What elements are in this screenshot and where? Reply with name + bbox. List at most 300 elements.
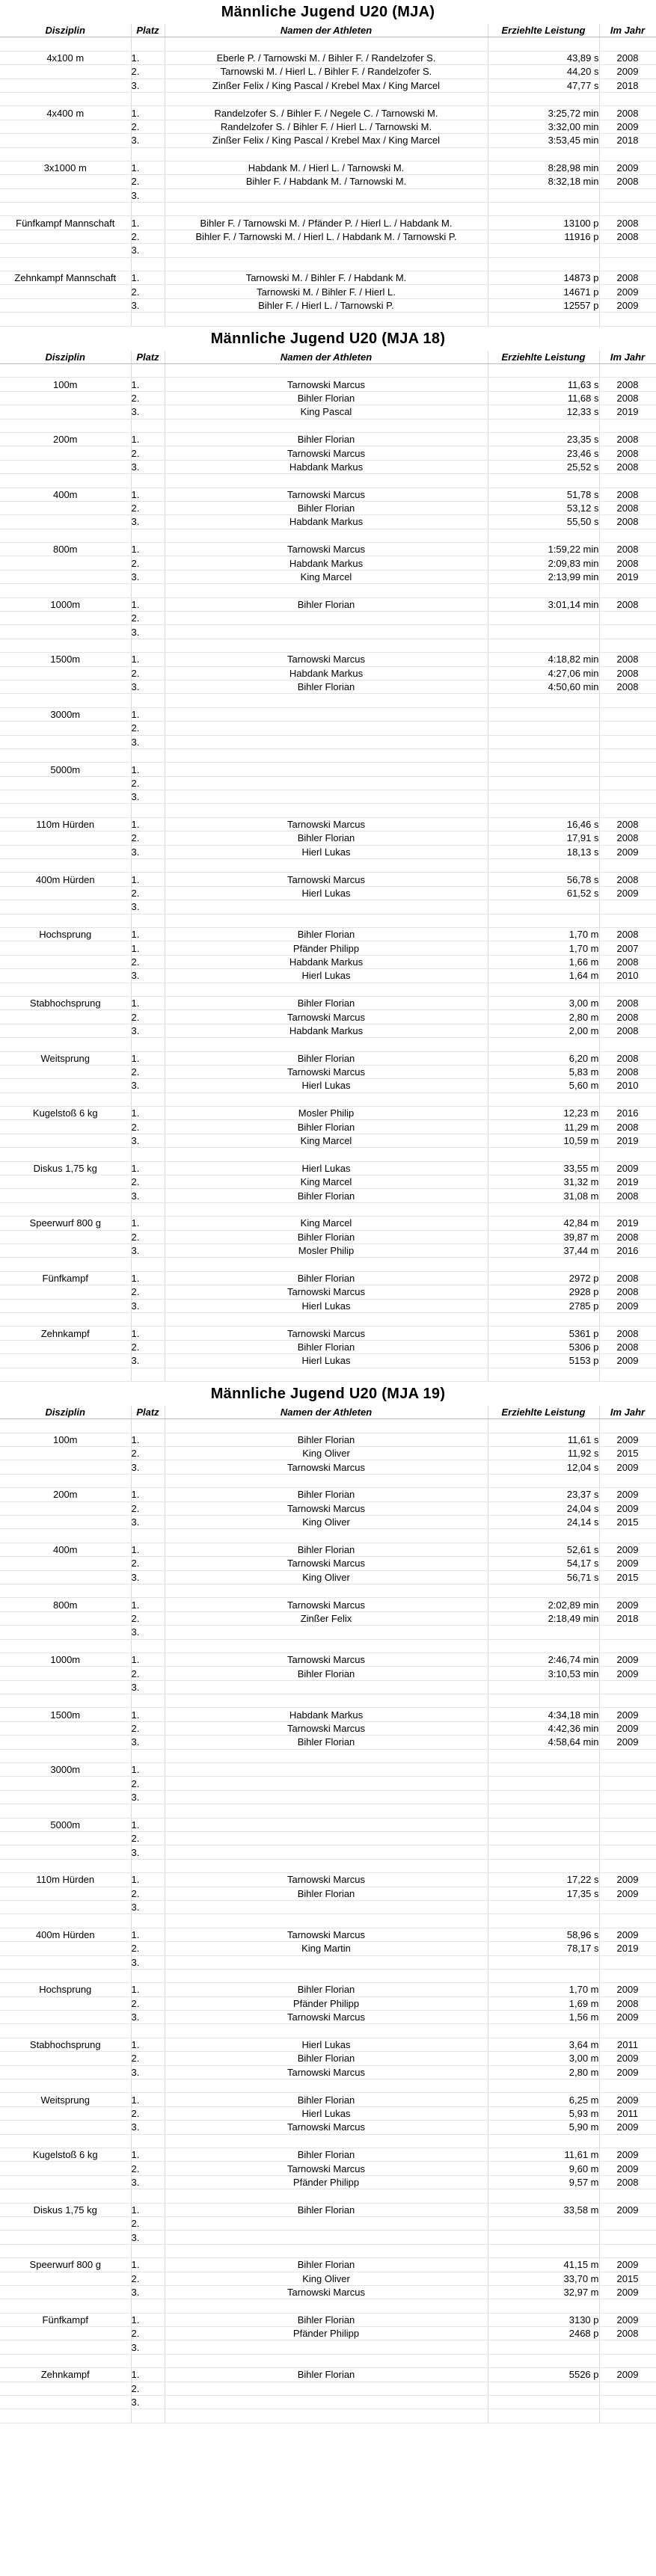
performance-value: 2:09,83 min [488,556,599,570]
empty-cell [599,1749,656,1762]
athlete-names: Bihler Florian [165,1340,488,1353]
empty-cell [488,639,599,652]
performance-value: 3:32,00 min [488,120,599,133]
empty-cell [488,1804,599,1818]
place-cell: 3. [131,969,165,983]
discipline-cell [0,1680,131,1694]
place-cell: 1. [131,1763,165,1777]
result-row [0,1598,656,1611]
empty-cell [488,2189,599,2203]
performance-value: 23,37 s [488,1488,599,1501]
athlete-names [165,2382,488,2395]
year-value [599,1955,656,1969]
performance-value: 9,60 m [488,2162,599,2175]
year-value: 2008 [599,817,656,831]
year-value: 2008 [599,653,656,666]
header-platz: Platz [131,24,165,37]
performance-value: 16,46 s [488,817,599,831]
performance-value: 17,22 s [488,1873,599,1887]
empty-cell [165,983,488,996]
empty-cell [131,2299,165,2313]
athlete-names: Hierl Lukas [165,2038,488,2051]
place-cell: 2. [131,612,165,625]
result-row [0,1488,656,1501]
empty-cell [599,419,656,432]
empty-cell [488,92,599,105]
empty-cell [488,2409,599,2423]
empty-cell [488,1914,599,1928]
empty-cell [488,2299,599,2313]
empty-cell [488,37,599,51]
year-value [599,244,656,257]
spacer-row [0,257,656,271]
discipline-label: 3x1000 m [0,161,131,174]
empty-cell [131,1694,165,1708]
empty-cell [131,1749,165,1762]
athlete-names: Tarnowski Marcus [165,817,488,831]
header-platz: Platz [131,351,165,364]
empty-cell [599,2354,656,2367]
place-cell: 2. [131,1501,165,1515]
performance-value [488,2231,599,2244]
place-cell: 2. [131,2382,165,2395]
athlete-names: Zinßer Felix [165,1611,488,1625]
discipline-label: Speerwurf 800 g [0,2258,131,2272]
result-row [0,1680,656,1694]
empty-cell [165,1914,488,1928]
result-row [0,432,656,446]
empty-cell [599,529,656,542]
empty-cell [0,983,131,996]
result-row [0,1230,656,1244]
place-cell: 2. [131,2052,165,2065]
empty-cell [0,313,131,326]
athlete-names: Bihler Florian [165,1271,488,1285]
spacer-row [0,37,656,51]
empty-cell [488,1639,599,1653]
performance-value [488,2396,599,2409]
year-value: 2008 [599,597,656,611]
empty-cell [131,1969,165,1982]
spacer-row [0,529,656,542]
discipline-cell [0,1790,131,1804]
year-value: 2018 [599,1611,656,1625]
place-cell: 2. [131,2216,165,2230]
athlete-names: Habdank Markus [165,666,488,680]
year-value: 2009 [599,1736,656,1749]
year-value: 2008 [599,501,656,514]
empty-cell [0,914,131,927]
athlete-names: Bihler Florian [165,680,488,693]
empty-cell [599,1859,656,1872]
discipline-cell [0,955,131,968]
discipline-label: 1000m [0,1653,131,1666]
empty-cell [165,1859,488,1872]
place-cell: 1. [131,2038,165,2051]
performance-value: 14873 p [488,271,599,285]
empty-cell [488,1312,599,1326]
year-value: 2009 [599,2313,656,2326]
result-row [0,2203,656,2216]
result-row [0,1079,656,1092]
result-row [0,1708,656,1721]
discipline-cell [0,1340,131,1353]
discipline-cell [0,1120,131,1134]
year-value: 2019 [599,1217,656,1230]
discipline-cell [0,1626,131,1639]
empty-cell [488,2134,599,2148]
empty-cell [131,419,165,432]
athlete-names: Habdank Markus [165,556,488,570]
result-row [0,1667,656,1680]
year-value: 2009 [599,1161,656,1175]
discipline-cell [0,1845,131,1859]
athlete-names: Randelzofer S. / Bihler F. / Hierl L. / Tarnowski M. [165,120,488,133]
discipline-label: Kugelstoß 6 kg [0,2148,131,2161]
result-row [0,216,656,230]
athlete-names: King Marcel [165,1175,488,1189]
performance-value: 2,80 m [488,2065,599,2079]
result-row [0,1175,656,1189]
performance-value: 2:02,89 min [488,1598,599,1611]
place-cell: 3. [131,244,165,257]
empty-cell [0,694,131,707]
athlete-names: King Oliver [165,1570,488,1584]
result-row [0,1501,656,1515]
empty-cell [0,2134,131,2148]
year-value: 2016 [599,1107,656,1120]
place-cell: 1. [131,1107,165,1120]
performance-value: 11,61 s [488,1433,599,1446]
result-row [0,969,656,983]
empty-cell [599,748,656,762]
performance-value: 11916 p [488,230,599,243]
performance-value: 24,14 s [488,1516,599,1529]
year-value: 2008 [599,1010,656,1024]
discipline-cell [0,391,131,405]
year-value: 2008 [599,432,656,446]
result-row [0,1299,656,1312]
athlete-names: Pfänder Philipp [165,1996,488,2010]
performance-value [488,1900,599,1913]
header-leistung: Erziehlte Leistung [488,351,599,364]
place-cell: 3. [131,1516,165,1529]
place-cell: 2. [131,175,165,188]
empty-cell [488,1038,599,1051]
place-cell: 1. [131,1708,165,1721]
empty-cell [599,1148,656,1161]
athlete-names: Hierl Lukas [165,2106,488,2120]
empty-cell [131,474,165,488]
header-jahr: Im Jahr [599,1406,656,1419]
result-row [0,2396,656,2409]
athlete-names [165,776,488,790]
athlete-names: King Marcel [165,1217,488,1230]
year-value: 2019 [599,1134,656,1147]
athlete-names [165,1626,488,1639]
place-cell: 1. [131,2368,165,2382]
empty-cell [165,2244,488,2257]
empty-cell [131,1639,165,1653]
place-cell: 3. [131,2340,165,2354]
performance-value: 13100 p [488,216,599,230]
empty-cell [599,147,656,161]
discipline-cell [0,1065,131,1078]
performance-value: 9,57 m [488,2175,599,2189]
place-cell: 1. [131,928,165,941]
athlete-names: Habdank M. / Hierl L. / Tarnowski M. [165,161,488,174]
performance-value: 11,63 s [488,378,599,391]
empty-cell [488,2354,599,2367]
place-cell: 2. [131,886,165,900]
performance-value: 44,20 s [488,65,599,79]
place-cell: 2. [131,2106,165,2120]
result-row [0,1010,656,1024]
athlete-names [165,2216,488,2230]
performance-value [488,625,599,639]
place-cell: 1. [131,2148,165,2161]
spacer-row [0,1092,656,1106]
discipline-cell [0,1887,131,1900]
year-value [599,1845,656,1859]
discipline-label: 200m [0,1488,131,1501]
place-cell: 2. [131,1175,165,1189]
result-row [0,1570,656,1584]
spacer-row [0,2134,656,2148]
athlete-names: King Pascal [165,405,488,419]
year-value: 2019 [599,1942,656,1955]
spacer-row [0,313,656,326]
athlete-names [165,188,488,202]
result-row [0,735,656,748]
result-row [0,120,656,133]
place-cell: 3. [131,625,165,639]
place-cell: 3. [131,680,165,693]
discipline-cell [0,2382,131,2395]
empty-cell [165,2079,488,2093]
place-cell: 3. [131,570,165,583]
year-value: 2008 [599,543,656,556]
spacer-row [0,2354,656,2367]
empty-cell [488,1092,599,1106]
athlete-names: Tarnowski Marcus [165,1285,488,1299]
athlete-names: Tarnowski Marcus [165,1065,488,1078]
empty-cell [165,1969,488,1982]
empty-cell [599,2189,656,2203]
discipline-label: 100m [0,378,131,391]
discipline-cell [0,244,131,257]
empty-cell [488,1474,599,1487]
discipline-cell [0,845,131,858]
discipline-cell [0,969,131,983]
year-value [599,790,656,804]
discipline-label: 4x400 m [0,106,131,120]
header-leistung: Erziehlte Leistung [488,24,599,37]
spacer-row [0,1038,656,1051]
empty-cell [131,584,165,597]
section-title: Männliche Jugend U20 (MJA) [221,4,435,20]
discipline-cell [0,1667,131,1680]
empty-cell [599,1694,656,1708]
place-cell: 3. [131,134,165,147]
result-row [0,79,656,92]
year-value: 2008 [599,2175,656,2189]
place-cell: 3. [131,735,165,748]
empty-cell [165,1419,488,1433]
result-row [0,1543,656,1556]
performance-value: 78,17 s [488,1942,599,1955]
spacer-row [0,1639,656,1653]
empty-cell [0,639,131,652]
discipline-cell [0,722,131,735]
year-value: 2008 [599,446,656,460]
place-cell: 3. [131,1244,165,1257]
year-value: 2008 [599,391,656,405]
spacer-row [0,1804,656,1818]
place-cell: 3. [131,2175,165,2189]
performance-value: 6,20 m [488,1051,599,1065]
year-value [599,1900,656,1913]
empty-cell [0,1258,131,1271]
athlete-names: Bihler Florian [165,1189,488,1202]
records-table [0,24,656,327]
result-row [0,790,656,804]
spacer-row [0,1474,656,1487]
performance-value: 2:18,49 min [488,1611,599,1625]
empty-cell [131,2024,165,2038]
discipline-cell [0,134,131,147]
discipline-cell [0,1611,131,1625]
empty-cell [488,859,599,873]
result-row [0,2258,656,2272]
performance-value [488,188,599,202]
place-cell: 3. [131,845,165,858]
performance-value: 17,35 s [488,1887,599,1900]
empty-cell [488,419,599,432]
athlete-names: Tarnowski Marcus [165,1873,488,1887]
place-cell: 1. [131,2313,165,2326]
empty-cell [488,474,599,488]
result-row [0,378,656,391]
place-cell: 1. [131,51,165,64]
year-value: 2009 [599,1598,656,1611]
discipline-label: 200m [0,432,131,446]
year-value: 2009 [599,2258,656,2272]
result-row [0,2327,656,2340]
year-value: 2008 [599,1051,656,1065]
place-cell: 1. [131,106,165,120]
year-value: 2008 [599,955,656,968]
empty-cell [131,748,165,762]
year-value: 2010 [599,969,656,983]
spacer-row [0,2409,656,2423]
year-value: 2008 [599,1230,656,1244]
result-row [0,1777,656,1790]
place-cell: 3. [131,1680,165,1694]
result-row [0,543,656,556]
discipline-cell [0,680,131,693]
discipline-label: 1500m [0,1708,131,1721]
discipline-cell [0,2216,131,2230]
empty-cell [131,203,165,216]
athlete-names: Tarnowski Marcus [165,873,488,886]
athlete-names: Bihler Florian [165,1488,488,1501]
empty-cell [599,1639,656,1653]
spacer-row [0,1258,656,1271]
athlete-names: Bihler Florian [165,1120,488,1134]
result-row [0,405,656,419]
result-row [0,2162,656,2175]
result-row [0,2038,656,2051]
year-value: 2008 [599,378,656,391]
place-cell: 2. [131,1721,165,1735]
year-value: 2009 [599,2065,656,2079]
spacer-row [0,983,656,996]
year-value: 2008 [599,1327,656,1340]
year-value: 2009 [599,1501,656,1515]
result-row [0,2065,656,2079]
discipline-cell [0,2327,131,2340]
year-value: 2009 [599,1887,656,1900]
result-row [0,2272,656,2285]
result-row [0,1900,656,1913]
discipline-label: Zehnkampf Mannschaft [0,271,131,285]
empty-cell [131,1584,165,1597]
empty-cell [599,2299,656,2313]
result-row [0,1271,656,1285]
athlete-names [165,1680,488,1694]
result-row [0,1887,656,1900]
discipline-label: Fünfkampf [0,2313,131,2326]
empty-cell [0,363,131,377]
result-row [0,285,656,298]
place-cell: 2. [131,1942,165,1955]
place-cell: 3. [131,188,165,202]
place-cell: 3. [131,2011,165,2024]
result-row [0,612,656,625]
athlete-names: Tarnowski Marcus [165,1557,488,1570]
empty-cell [165,529,488,542]
year-value [599,900,656,914]
place-cell: 3. [131,2231,165,2244]
empty-cell [599,1419,656,1433]
empty-cell [165,1092,488,1106]
performance-value: 1,66 m [488,955,599,968]
place-cell: 2. [131,2162,165,2175]
performance-value: 23,35 s [488,432,599,446]
year-value: 2018 [599,134,656,147]
discipline-cell [0,1079,131,1092]
result-row [0,2340,656,2354]
athlete-names: Bihler F. / Tarnowski M. / Pfänder P. / Hierl L. / Habdank M. [165,216,488,230]
year-value: 2009 [599,886,656,900]
empty-cell [131,2079,165,2093]
place-cell: 1. [131,1051,165,1065]
discipline-cell [0,65,131,79]
result-row [0,1447,656,1460]
year-value [599,776,656,790]
empty-cell [165,1258,488,1271]
year-value: 2009 [599,1460,656,1474]
empty-cell [165,1474,488,1487]
discipline-label: 1000m [0,597,131,611]
result-row [0,161,656,174]
discipline-cell [0,2175,131,2189]
athlete-names: Habdank Markus [165,955,488,968]
empty-cell [488,1969,599,1982]
result-row [0,1928,656,1941]
header-disziplin: Disziplin [0,351,131,364]
